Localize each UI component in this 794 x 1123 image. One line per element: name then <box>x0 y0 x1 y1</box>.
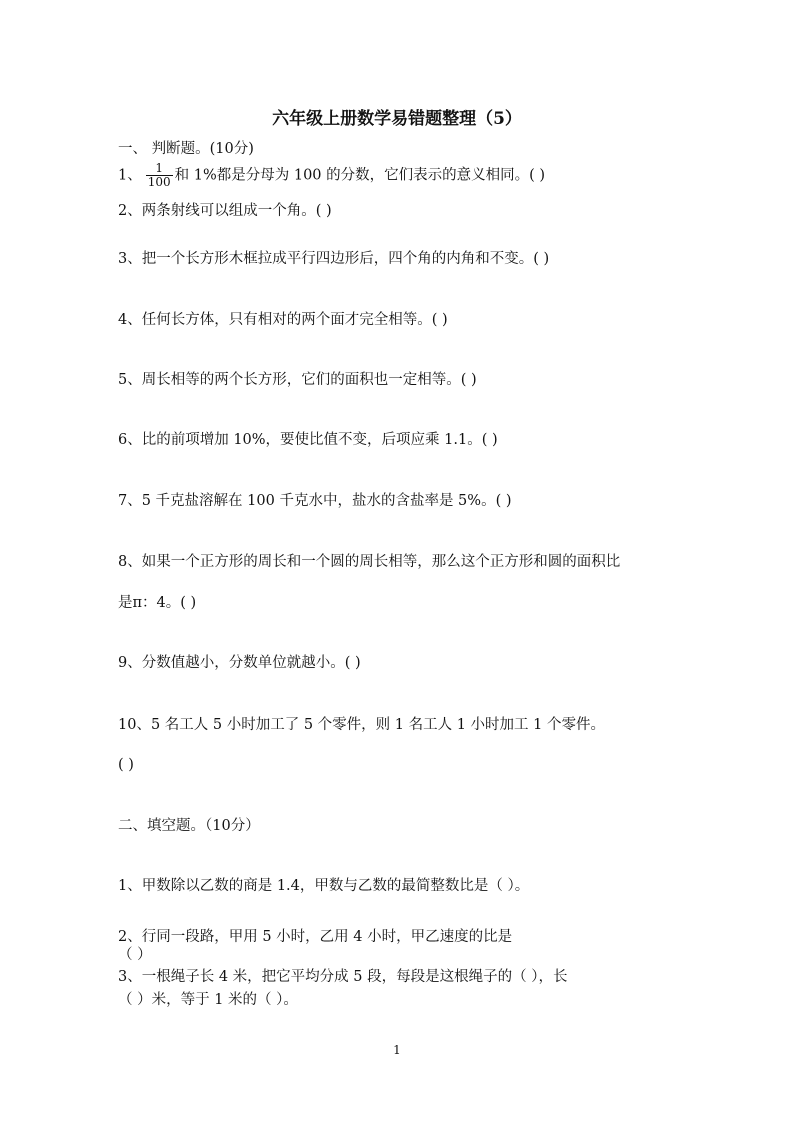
question-2-2-line-1: 2、行同一段路，甲用 5 小时，乙用 4 小时，甲乙速度的比是 <box>118 929 513 945</box>
question-1-5: 5、周长相等的两个长方形，它们的面积也一定相等。( ) <box>118 372 477 388</box>
question-1-10-line-2: ( ) <box>118 757 134 773</box>
question-2-2-line-2: （ ） <box>118 947 152 963</box>
section-2-heading: 二、填空题。（10分） <box>118 818 260 834</box>
question-1-10-line-1: 10、5 名工人 5 小时加工了 5 个零件，则 1 名工人 1 小时加工 1 个零件。 <box>118 717 606 733</box>
question-2-1: 1、甲数除以乙数的商是 1.4，甲数与乙数的最简整数比是（ ）。 <box>118 878 530 894</box>
section-1-heading: 一、 判断题。(10分) <box>118 141 254 157</box>
page-title: 六年级上册数学易错题整理（5） <box>272 109 522 129</box>
fraction-denominator: 100 <box>147 175 171 189</box>
question-1-6: 6、比的前项增加 10%，要使比值不变，后项应乘 1.1。( ) <box>118 432 498 448</box>
page-number: 1 <box>393 1043 401 1057</box>
question-1-9: 9、分数值越小，分数单位就越小。( ) <box>118 655 361 671</box>
question-1-3: 3、把一个长方形木框拉成平行四边形后，四个角的内角和不变。( ) <box>118 251 550 267</box>
question-1-8-line-1: 8、如果一个正方形的周长和一个圆的周长相等，那么这个正方形和圆的面积比 <box>118 554 621 570</box>
fraction <box>146 162 173 189</box>
question-text: 和 1%都是分母为 100 的分数，它们表示的意义相同。( ) <box>174 167 546 184</box>
question-2-3-line-2: （ ）米，等于 1 米的（ ）。 <box>118 992 298 1008</box>
fraction-numerator: 1 <box>155 161 163 175</box>
question-1-8-line-2: 是π：4。( ) <box>118 595 197 611</box>
question-2-3-line-1: 3、一根绳子长 4 米，把它平均分成 5 段，每段是这根绳子的（ ），长 <box>118 969 568 985</box>
question-number: 1、 <box>118 167 142 184</box>
question-1-1 <box>118 162 545 189</box>
question-1-2: 2、两条射线可以组成一个角。( ) <box>118 203 332 219</box>
question-1-7: 7、5 千克盐溶解在 100 千克水中，盐水的含盐率是 5%。( ) <box>118 493 512 509</box>
question-1-4: 4、任何长方体，只有相对的两个面才完全相等。( ) <box>118 312 448 328</box>
